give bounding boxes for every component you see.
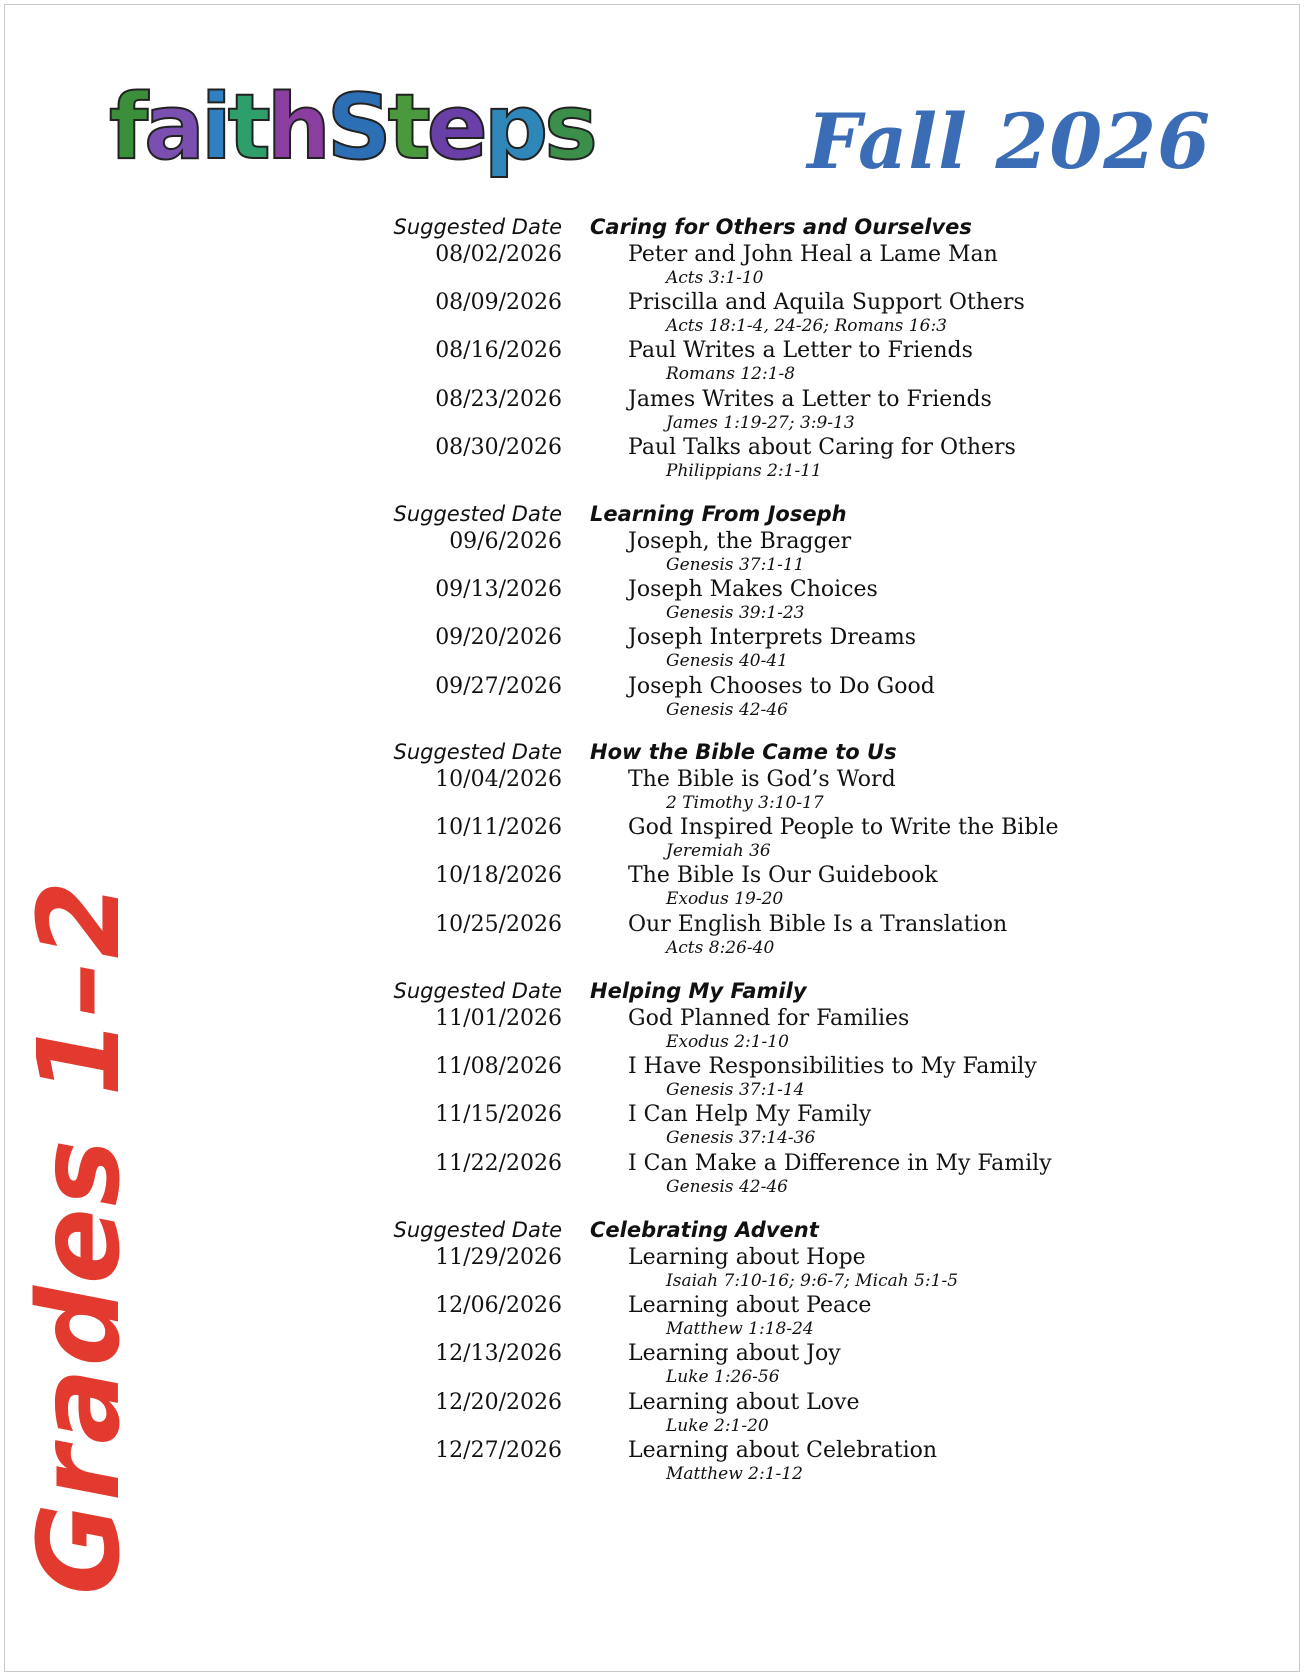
lesson-title: Learning about Love	[628, 1389, 860, 1415]
lesson-title: I Have Responsibilities to My Family	[628, 1054, 1037, 1080]
lesson-row	[5, 242, 1301, 292]
scripture-reference: Acts 8:26-40	[666, 937, 775, 958]
lesson-title: Our English Bible Is a Translation	[628, 911, 1008, 937]
scripture-reference: Acts 18:1-4, 24-26; Romans 16:3	[666, 316, 947, 337]
scripture-reference: Exodus 2:1-10	[666, 1032, 789, 1052]
lesson-title: Joseph Chooses to Do Good	[628, 673, 935, 699]
faithsteps-logo: faithSteps	[109, 75, 594, 180]
lesson-date: 09/6/2026	[449, 529, 562, 554]
suggested-date-header: Suggested Date	[393, 979, 562, 1003]
lesson-title: Learning about Hope	[628, 1245, 866, 1270]
document-page	[4, 4, 1300, 1672]
unit-title: Caring for Others and Ourselves	[590, 215, 972, 239]
lesson-date: 09/13/2026	[435, 577, 562, 603]
grade-level-label: Grades 1–2	[15, 878, 145, 1595]
scripture-reference: Genesis 40-41	[666, 651, 788, 672]
lesson-date: 11/08/2026	[435, 1054, 562, 1080]
suggested-date-header: Suggested Date	[393, 215, 562, 239]
lesson-title: The Bible is God’s Word	[628, 767, 896, 792]
lesson-row	[5, 435, 1301, 485]
lesson-row	[5, 577, 1301, 627]
lesson-date: 08/02/2026	[435, 242, 562, 267]
lesson-date: 09/20/2026	[435, 625, 562, 651]
scripture-reference: Genesis 37:1-14	[666, 1080, 805, 1101]
lesson-row	[5, 1293, 1301, 1343]
lesson-row	[5, 674, 1301, 724]
lesson-row	[5, 1102, 1301, 1152]
lesson-row	[5, 1054, 1301, 1104]
scripture-reference: Genesis 39:1-23	[666, 603, 805, 624]
lesson-title: I Can Make a Difference in My Family	[628, 1150, 1052, 1176]
lesson-row	[5, 290, 1301, 340]
lesson-title: Peter and John Heal a Lame Man	[628, 242, 998, 267]
lesson-date: 09/27/2026	[435, 673, 562, 699]
lesson-title: Learning about Peace	[628, 1293, 872, 1319]
lesson-row	[5, 1151, 1301, 1201]
lesson-date: 10/18/2026	[435, 863, 562, 889]
lesson-title: James Writes a Letter to Friends	[628, 386, 992, 412]
scripture-reference: Genesis 42-46	[666, 1176, 788, 1197]
lesson-title: God Inspired People to Write the Bible	[628, 815, 1059, 841]
lesson-title: I Can Help My Family	[628, 1102, 872, 1128]
lesson-date: 11/29/2026	[435, 1245, 562, 1270]
lesson-row	[5, 1390, 1301, 1440]
scripture-reference: Acts 3:1-10	[666, 268, 764, 288]
lesson-title: Priscilla and Aquila Support Others	[628, 290, 1025, 316]
lesson-date: 10/25/2026	[435, 911, 562, 937]
lesson-row	[5, 863, 1301, 913]
lesson-title: Paul Writes a Letter to Friends	[628, 338, 973, 364]
lesson-row	[5, 387, 1301, 437]
scripture-reference: Matthew 1:18-24	[666, 1319, 814, 1340]
scripture-reference: Philippians 2:1-11	[666, 460, 822, 481]
lesson-row	[5, 1341, 1301, 1391]
lesson-date: 12/20/2026	[435, 1389, 562, 1415]
lesson-date: 11/01/2026	[435, 1006, 562, 1031]
lesson-title: God Planned for Families	[628, 1006, 910, 1031]
scripture-reference: Exodus 19-20	[666, 889, 784, 910]
lesson-date: 12/27/2026	[435, 1437, 562, 1463]
lesson-row	[5, 1006, 1301, 1056]
lesson-date: 08/09/2026	[435, 290, 562, 316]
lesson-title: Joseph, the Bragger	[628, 529, 852, 554]
scripture-reference: Isaiah 7:10-16; 9:6-7; Micah 5:1-5	[666, 1271, 959, 1291]
lesson-date: 11/22/2026	[435, 1150, 562, 1176]
lesson-date: 08/30/2026	[435, 434, 562, 460]
lesson-row	[5, 912, 1301, 962]
scripture-reference: Genesis 37:1-11	[666, 555, 805, 575]
lesson-date: 12/13/2026	[435, 1341, 562, 1367]
unit-title: Learning From Joseph	[590, 502, 847, 526]
suggested-date-header: Suggested Date	[393, 1218, 562, 1242]
scripture-reference: Luke 1:26-56	[666, 1367, 780, 1388]
lesson-date: 11/15/2026	[435, 1102, 562, 1128]
unit-title: Celebrating Advent	[590, 1218, 819, 1242]
lesson-title: Learning about Celebration	[628, 1437, 938, 1463]
scripture-reference: Genesis 42-46	[666, 699, 788, 720]
lesson-row	[5, 767, 1301, 817]
lesson-row	[5, 625, 1301, 675]
scripture-reference: Matthew 2:1-12	[666, 1463, 803, 1484]
lesson-row	[5, 338, 1301, 388]
lesson-date: 08/23/2026	[435, 386, 562, 412]
unit-title: Helping My Family	[590, 979, 807, 1003]
lesson-title: Joseph Interprets Dreams	[628, 625, 917, 651]
lesson-date: 08/16/2026	[435, 338, 562, 364]
scripture-reference: James 1:19-27; 3:9-13	[666, 412, 855, 433]
lesson-date: 12/06/2026	[435, 1293, 562, 1319]
lesson-row	[5, 1245, 1301, 1295]
lesson-title: Joseph Makes Choices	[628, 577, 878, 603]
lesson-row	[5, 815, 1301, 865]
suggested-date-header: Suggested Date	[393, 740, 562, 764]
lesson-date: 10/04/2026	[435, 767, 562, 792]
lesson-title: The Bible Is Our Guidebook	[628, 863, 938, 889]
lesson-row	[5, 529, 1301, 579]
suggested-date-header: Suggested Date	[393, 502, 562, 526]
scripture-reference: 2 Timothy 3:10-17	[666, 793, 824, 813]
unit-title: How the Bible Came to Us	[590, 740, 897, 764]
lesson-title: Paul Talks about Caring for Others	[628, 434, 1016, 460]
scripture-reference: Jeremiah 36	[666, 841, 771, 862]
season-title: Fall 2026	[807, 97, 1211, 186]
lesson-row	[5, 1438, 1301, 1488]
lesson-title: Learning about Joy	[628, 1341, 841, 1367]
lesson-date: 10/11/2026	[435, 815, 562, 841]
scripture-reference: Luke 2:1-20	[666, 1415, 769, 1436]
scripture-reference: Genesis 37:14-36	[666, 1128, 816, 1149]
scripture-reference: Romans 12:1-8	[666, 364, 796, 385]
